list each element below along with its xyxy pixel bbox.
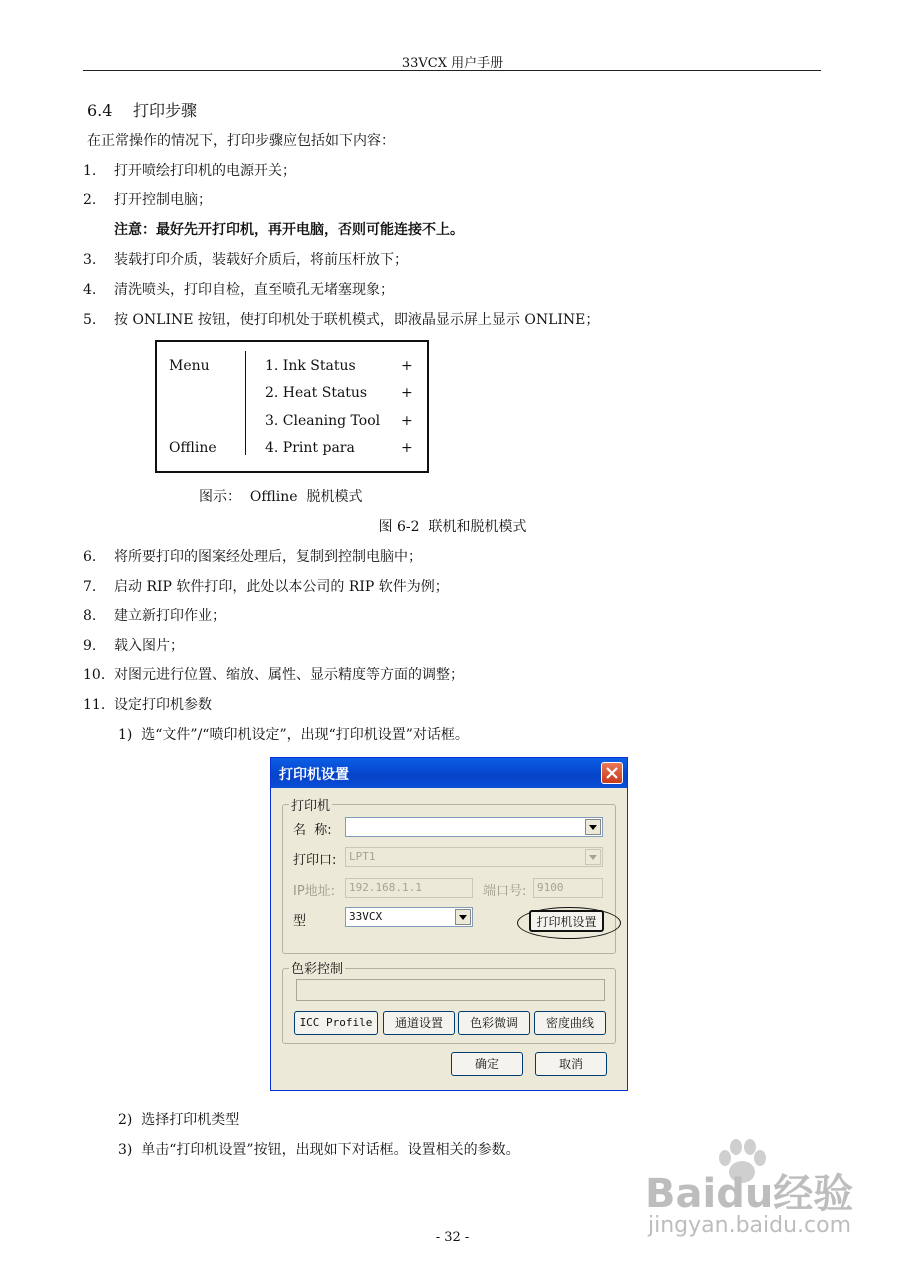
offline-label: Offline <box>169 440 217 456</box>
icc-profile-button[interactable]: ICC Profile <box>294 1011 378 1035</box>
menu-item: 4. Print para <box>265 440 355 456</box>
note-text: 注意：最好先开打印机，再开电脑，否则可能连接不上。 <box>114 222 464 238</box>
section-title: 打印步骤 <box>133 101 198 120</box>
port-label: 打印口: <box>293 853 337 868</box>
list-item: 2. 打开控制电脑； <box>83 192 212 208</box>
intro-text: 在正常操作的情况下，打印步骤应包括如下内容： <box>87 133 395 149</box>
list-item: 10. 对图元进行位置、缩放、属性、显示精度等方面的调整； <box>83 667 464 683</box>
menu-caption: 图示： Offline 脱机模式 <box>199 489 363 505</box>
list-item: 9. 载入图片； <box>83 638 184 654</box>
section-heading <box>87 98 197 121</box>
watermark-url: jingyan.baidu.com <box>648 1213 852 1238</box>
dropdown-arrow[interactable] <box>455 909 471 925</box>
port-number-input[interactable]: 9100 <box>533 878 603 898</box>
plus-mark: + <box>401 385 413 401</box>
page-header-title: 33VCX 用户手册 <box>401 56 504 71</box>
section-number: 6.4 <box>87 101 113 120</box>
color-status-field <box>296 979 605 1001</box>
name-select[interactable] <box>345 817 603 837</box>
substep-3: 3) 单击“打印机设置”按钮，出现如下对话框。设置相关的参数。 <box>118 1142 520 1158</box>
ip-label: IP地址: <box>293 884 336 899</box>
model-label: 型 <box>293 914 307 929</box>
watermark-logo: Baidu经验 <box>645 1171 854 1217</box>
chevron-down-icon <box>589 855 597 860</box>
list-item: 3. 装载打印介质，装载好介质后，将前压杆放下； <box>83 252 408 268</box>
list-item: 8. 建立新打印作业； <box>83 608 226 624</box>
menu-item: 1. Ink Status <box>265 358 356 374</box>
printer-settings-dialog <box>270 757 628 1091</box>
plus-mark: + <box>401 358 413 374</box>
printer-setup-button[interactable]: 打印机设置 <box>529 910 604 932</box>
close-icon <box>606 767 618 779</box>
port-number-label: 端口号: <box>483 884 527 899</box>
color-finetune-button[interactable]: 色彩微调 <box>458 1011 530 1035</box>
close-button[interactable] <box>601 762 623 784</box>
channel-settings-button[interactable]: 通道设置 <box>383 1011 455 1035</box>
menu-item: 3. Cleaning Tool <box>265 413 381 429</box>
ok-button[interactable]: 确定 <box>451 1052 523 1076</box>
cancel-button[interactable]: 取消 <box>535 1052 607 1076</box>
menu-label: Menu <box>169 358 210 374</box>
menu-item: 2. Heat Status <box>265 385 368 401</box>
list-item: 1. 打开喷绘打印机的电源开关； <box>83 163 296 179</box>
printer-group-title: 打印机 <box>289 795 332 814</box>
figure-caption: 图 6-2 联机和脱机模式 <box>378 519 527 535</box>
menu-divider <box>245 351 246 455</box>
list-item: 6. 将所要打印的图案经处理后，复制到控制电脑中； <box>83 549 422 565</box>
list-item: 11. 设定打印机参数 <box>83 697 212 713</box>
header-rule <box>83 70 821 71</box>
ip-input[interactable]: 192.168.1.1 <box>345 878 473 898</box>
dialog-titlebar <box>271 758 627 788</box>
substep-1: 1) 选“文件”/“喷印机设定”，出现“打印机设置”对话框。 <box>118 727 469 743</box>
list-item: 7. 启动 RIP 软件打印，此处以本公司的 RIP 软件为例； <box>83 579 449 595</box>
name-label: 名 称: <box>293 823 332 838</box>
substep-2: 2) 选择打印机类型 <box>118 1112 240 1128</box>
dialog-title: 打印机设置 <box>279 767 349 783</box>
dropdown-arrow[interactable] <box>585 819 601 835</box>
density-curve-button[interactable]: 密度曲线 <box>534 1011 606 1035</box>
chevron-down-icon <box>589 825 597 830</box>
color-control-title: 色彩控制 <box>289 958 345 977</box>
dropdown-arrow[interactable] <box>585 849 601 865</box>
list-item: 4. 清洗喷头，打印自检，直至喷孔无堵塞现象； <box>83 282 394 298</box>
plus-mark: + <box>401 413 413 429</box>
lcd-menu-display <box>155 340 429 473</box>
list-item: 5. 按 ONLINE 按钮，使打印机处于联机模式，即液晶显示屏上显示 ONLINE； <box>83 312 600 328</box>
model-select[interactable]: 33VCX <box>345 907 473 927</box>
chevron-down-icon <box>459 915 467 920</box>
port-select[interactable]: LPT1 <box>345 847 603 867</box>
page-number: - 32 - <box>435 1230 470 1245</box>
plus-mark: + <box>401 440 413 456</box>
